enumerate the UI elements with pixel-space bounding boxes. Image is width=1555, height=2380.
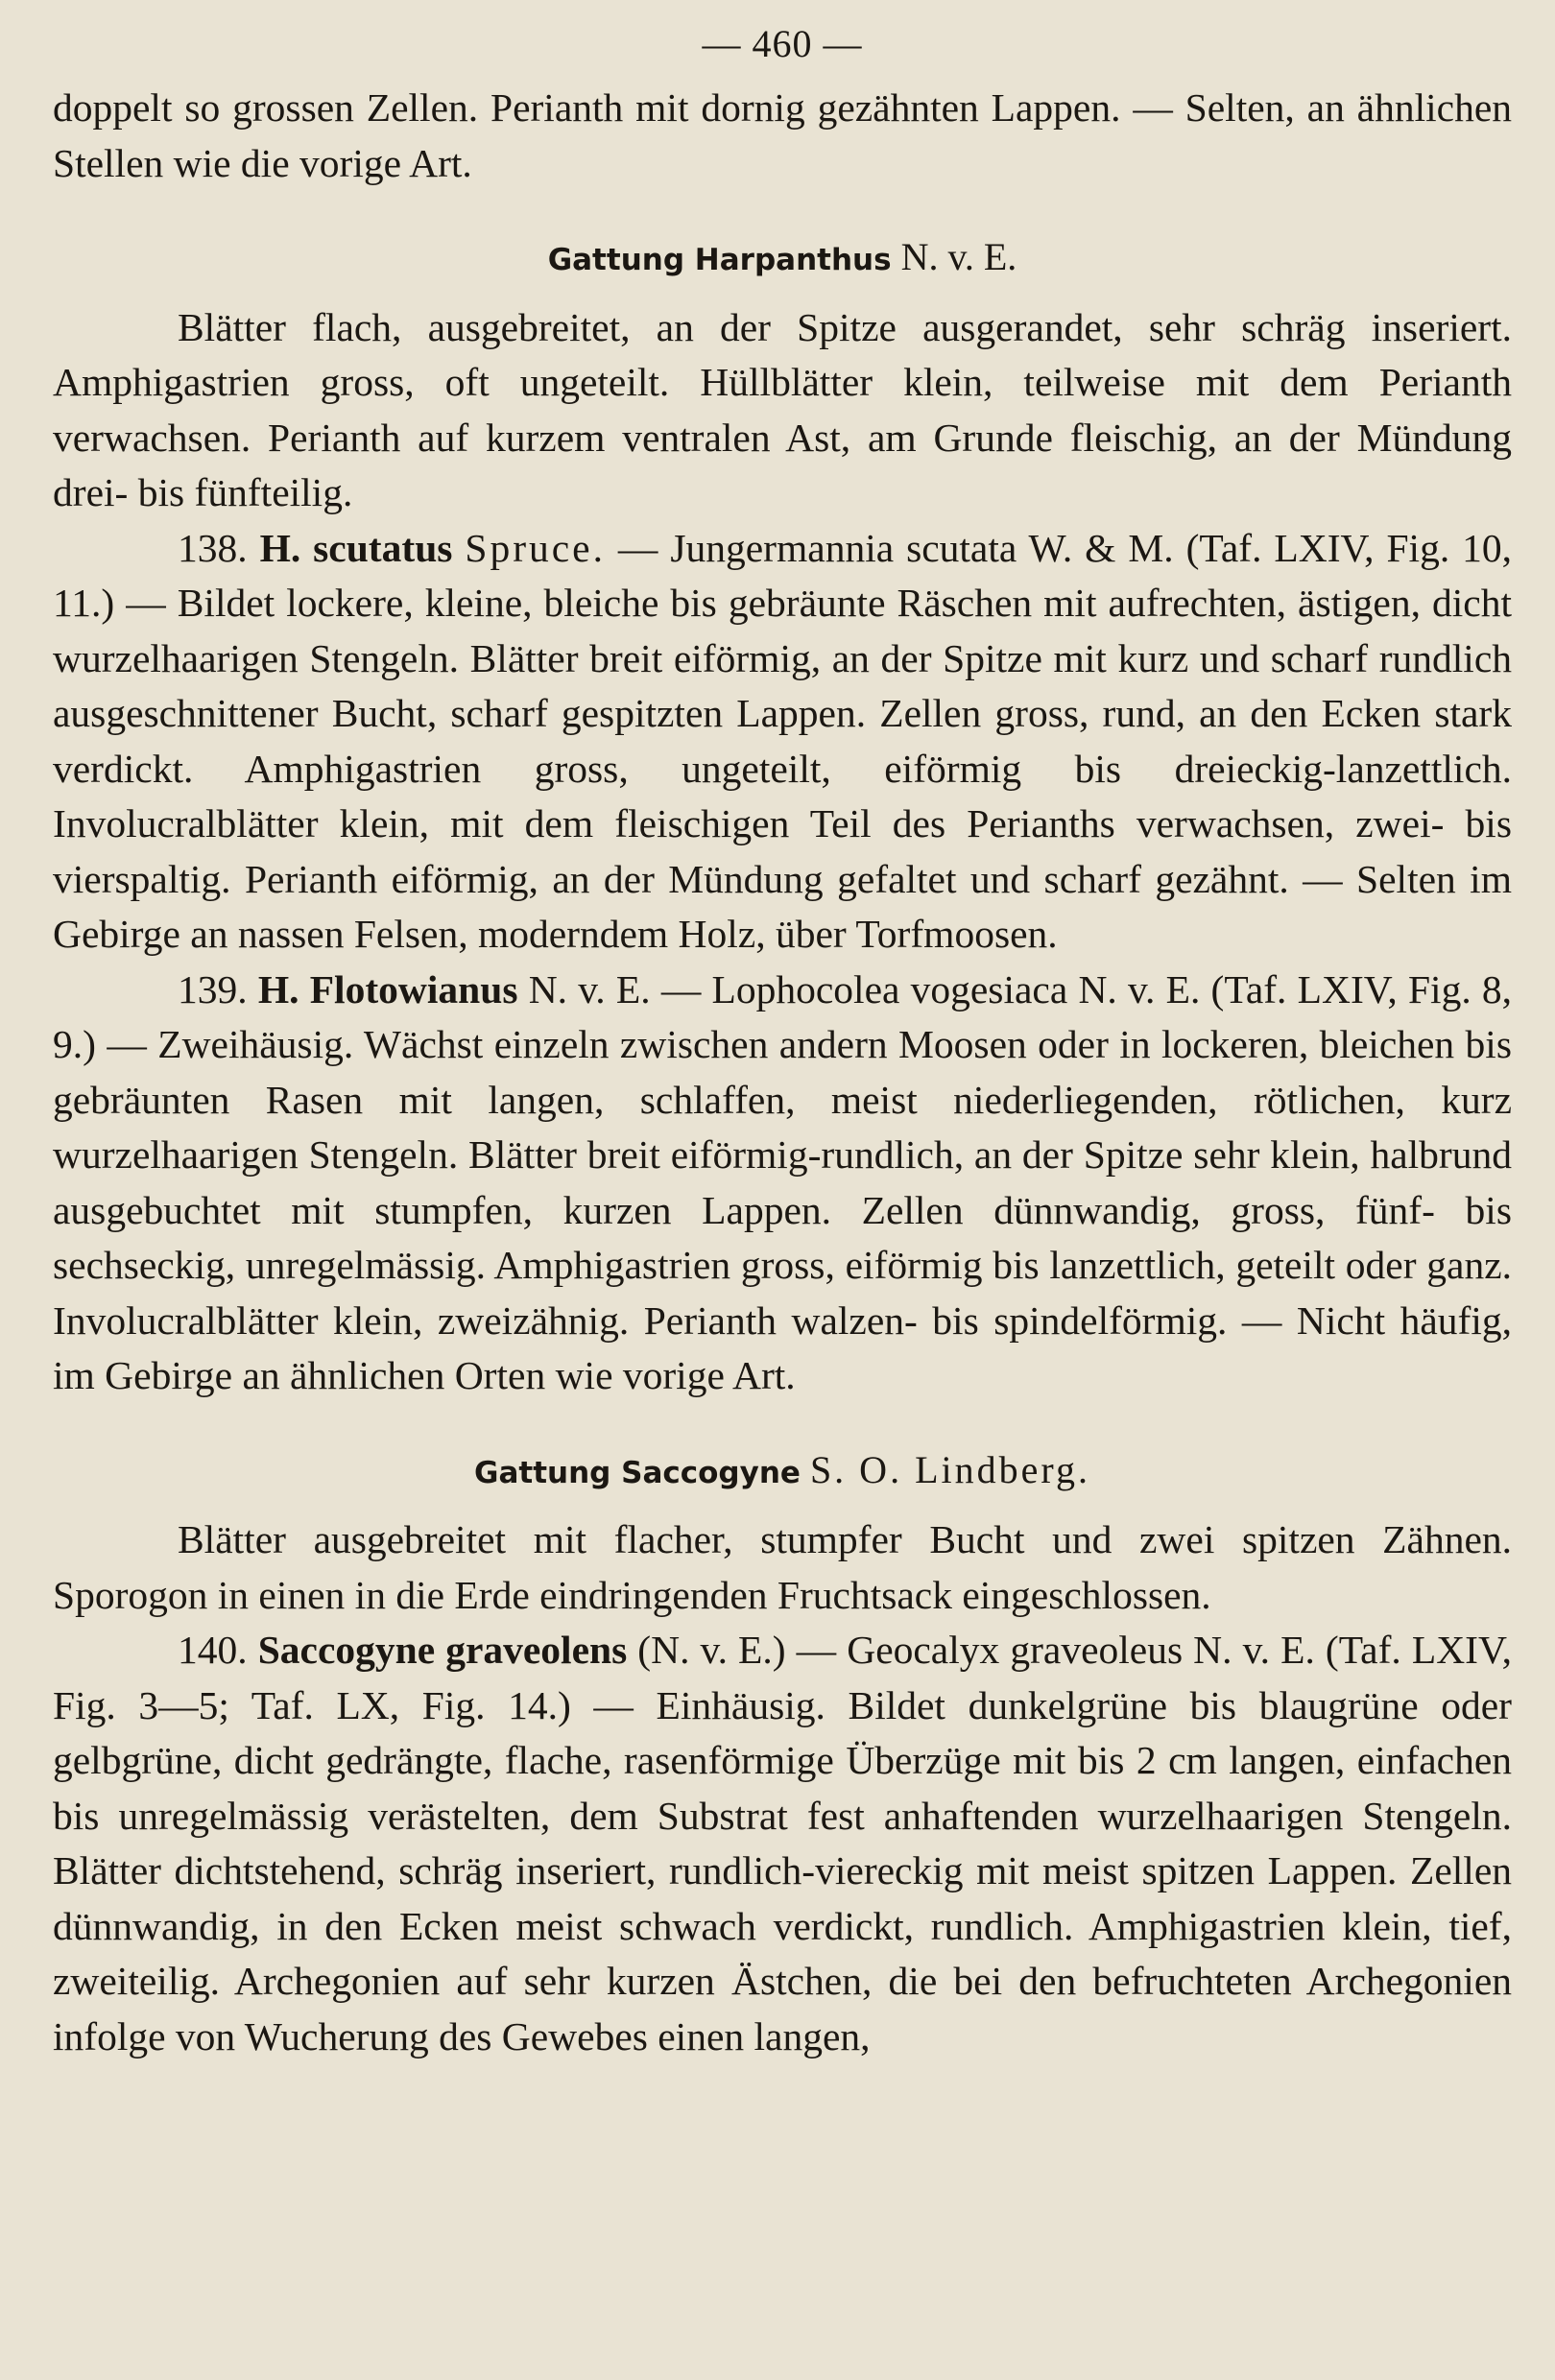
- genus-heading-saccogyne: [53, 1442, 1512, 1502]
- species-name: H. Flotowianus: [257, 966, 518, 1012]
- species-author: (N. v. E.): [637, 1628, 786, 1672]
- paragraph-text: Blätter flach, ausgebreitet, an der Spitze ausgerandet, sehr schräg inseriert. Amphigastrien gross, oft ungeteilt. Hüllblätter klein, teilweise mit dem Perianth verwachsen. Perianth auf kurzem ventralen Ast, am Grunde fleischig, an der Mündung drei- bis fünfteilig.: [53, 304, 1512, 514]
- species-entry-139: [53, 963, 1512, 1404]
- species-text: — Geocalyx graveoleus N. v. E. (Taf. LXIV, Fig. 3—5; Taf. LX, Fig. 14.) — Einhäusig. Bildet dunkelgrüne bis blaugrüne oder gelbgrüne, dicht gedrängte, flache, rasenförmige Überzüge mit bis 2 cm langen, einfachen bis unregelmässig verästelten, dem Substrat fest anhaftenden wurzelhaarigen Stengeln. Blätter dichtstehend, schräg inseriert, rundlich-viereckig mit meist spitzen Lappen. Zellen dünnwandig, in den Ecken meist schwach verdickt, rundlich. Amphigastrien klein, tief, zweiteilig. Archegonien auf sehr kurzen Ästchen, die bei den befruchteten Archegonien infolge von Wucherung des Gewebes einen langen,: [53, 1628, 1512, 2059]
- genus-name: Gattung Harpanthus: [547, 243, 892, 277]
- genus-name: Gattung Saccogyne: [474, 1455, 801, 1490]
- genus-heading-harpanthus: [53, 229, 1512, 289]
- genus-description-harpanthus: [53, 300, 1512, 521]
- species-author: Spruce.: [465, 525, 606, 570]
- genus-description-saccogyne: [53, 1512, 1512, 1623]
- species-entry-138: [53, 521, 1512, 963]
- species-text: — Jungermannia scutata W. & M. (Taf. LXIV, Fig. 10, 11.) — Bildet lockere, kleine, bleiche bis gebräunte Räschen mit aufrechten, ästigen, dicht wurzelhaarigen Stengeln. Blätter breit eiförmig, an der Spitze mit kurz und scharf rundlich ausgeschnittener Bucht, scharf gespitzten Lappen. Zellen gross, rund, an den Ecken stark verdickt. Amphigastrien gross, ungeteilt, eiförmig bis dreieckig-lanzettlich. Involucralblätter klein, mit dem fleischigen Teil des Perianths verwachsen, zwei- bis vierspaltig. Perianth eiförmig, an der Mündung gefaltet und scharf gezähnt. — Selten im Gebirge an nassen Felsen, moderndem Holz, über Torfmoosen.: [53, 525, 1512, 956]
- genus-author: N. v. E.: [900, 235, 1017, 278]
- species-number: 139.: [178, 966, 248, 1012]
- species-name: H. scutatus: [259, 525, 453, 570]
- species-author: N. v. E.: [528, 966, 651, 1012]
- species-entry-140: [53, 1623, 1512, 2064]
- page-number: — 460 —: [702, 22, 863, 65]
- paragraph-text: Blätter ausgebreitet mit flacher, stumpfer Bucht und zwei spitzen Zähnen. Sporogon in einen in die Erde eindringenden Fruchtsack eingeschlossen.: [53, 1517, 1512, 1617]
- genus-author: S. O. Lindberg.: [809, 1447, 1090, 1491]
- page-body: [53, 81, 1512, 2064]
- species-number: 138.: [178, 525, 248, 570]
- paragraph-text: doppelt so grossen Zellen. Perianth mit dornig gezähnten Lappen. — Selten, an ähnlichen Stellen wie die vorige Art.: [53, 85, 1512, 185]
- species-text: — Lophocolea vogesiaca N. v. E. (Taf. LXIV, Fig. 8, 9.) — Zweihäusig. Wächst einzeln zwischen andern Moosen oder in lockeren, bleichen bis gebräunten Rasen mit langen, schlaffen, meist niederliegenden, rötlichen, kurz wurzelhaarigen Stengeln. Blätter breit eiförmig-rundlich, an der Spitze sehr klein, halbrund ausgebuchtet mit stumpfen, kurzen Lappen. Zellen dünnwandig, gross, fünf- bis sechseckig, unregelmässig. Amphigastrien gross, eiförmig bis lanzettlich, geteilt oder ganz. Involucralblätter klein, zweizähnig. Perianth walzen- bis spindelförmig. — Nicht häufig, im Gebirge an ähnlichen Orten wie vorige Art.: [53, 966, 1513, 1397]
- paragraph-continuation: [53, 81, 1512, 191]
- species-number: 140.: [178, 1628, 248, 1672]
- species-name: Saccogyne graveolens: [257, 1628, 628, 1672]
